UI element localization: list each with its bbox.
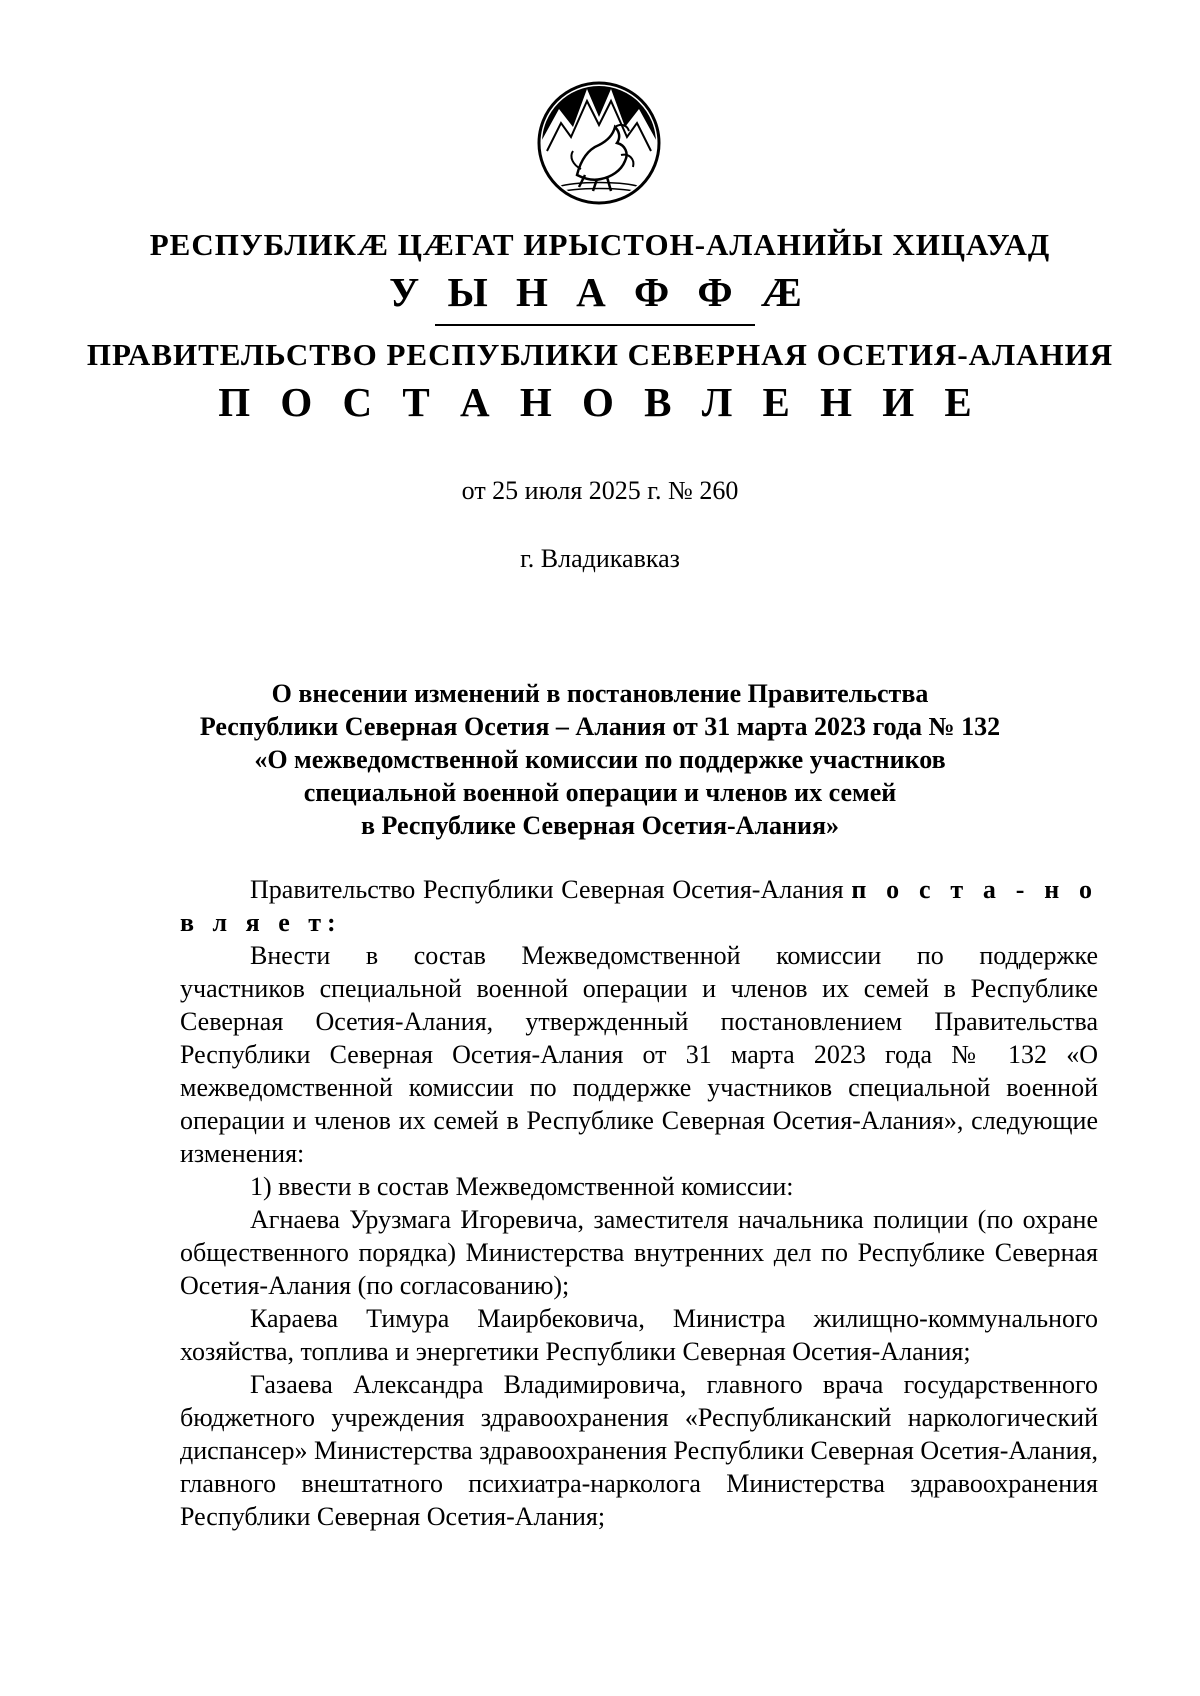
title-line: Республики Северная Осетия – Алания от 31 марта 2023 года № 132 (199, 712, 1001, 741)
paragraph-1-text: участников специальной военной операции и членов их семей в Республике Северная Осетия-Алания, утвержденный постановлением Правительства Республики Северная Осетия-Алания от 31 марта 2023 года № 132 «О межведомственной комиссии по поддержке участников специальной военной операции и членов их семей в Республике Северная Осетия-Алания», следующие изменения: (180, 974, 1098, 1168)
member-2: Караева Тимура Маирбековича, Министра жилищно-коммунального хозяйства, топлива и энергетики Республики Северная Осетия-Алания; (180, 1304, 1098, 1366)
ossetian-decree-heading: У Ы Н А Ф Ф Ӕ (389, 269, 811, 315)
title-line: О внесении изменений в постановление Правительства (271, 679, 929, 708)
title-line: в Республике Северная Осетия-Алания» (360, 811, 840, 840)
decree-body (180, 873, 1098, 1533)
member-1: Агнаева Урузмага Игоревича, заместителя начальника полиции (по охране общественного порядка) Министерства внутренних дел по Республике Северная Осетия-Алания (по согласованию); (180, 1205, 1098, 1300)
paragraph-1-first-line: Внести в состав Межведомственной комиссии по поддержке (250, 941, 1098, 970)
header-divider (435, 324, 755, 326)
preamble-resolves: п о с т а - н о в л я е т: (180, 875, 1099, 937)
decree-date-number: от 25 июля 2025 г. № 260 (461, 476, 739, 505)
decree-title (150, 677, 1050, 842)
member-3: Газаева Александра Владимировича, главного врача государственного бюджетного учреждения здравоохранения «Республиканский наркологический диспансер» Министерства здравоохранения Республики Северная Осетия-Алания, главного внештатного психиатра-нарколога Министерства здравоохранения Республики Северная Осетия-Алания; (180, 1370, 1098, 1531)
coat-of-arms-icon (537, 79, 661, 207)
ossetian-government-title: РЕСПУБЛИКӔ ЦӔГАТ ИРЫСТОН-АЛАНИЙЫ ХИЦАУАД (149, 227, 1051, 262)
item-1: 1) ввести в состав Межведомственной комиссии: (250, 1172, 794, 1201)
russian-decree-heading: П О С Т А Н О В Л Е Н И Е (218, 379, 982, 425)
preamble-paragraph (180, 873, 1098, 939)
decree-city: г. Владикавказ (520, 544, 680, 573)
title-line: специальной военной операции и членов их семей (303, 778, 897, 807)
russian-government-title: ПРАВИТЕЛЬСТВО РЕСПУБЛИКИ СЕВЕРНАЯ ОСЕТИЯ-АЛАНИЯ (86, 337, 1114, 372)
title-line: «О межведомственной комиссии по поддержке участников (254, 745, 946, 774)
preamble-text: Правительство Республики Северная Осетия-Алания (250, 875, 844, 904)
